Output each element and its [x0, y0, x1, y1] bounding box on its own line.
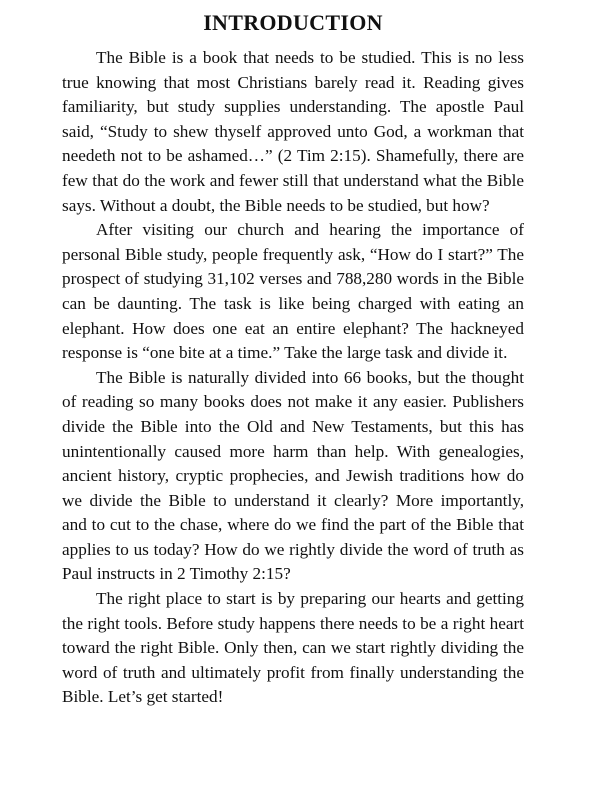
paragraph-4: The right place to start is by preparing our hearts and getting the right tools. Before study happens there needs to be a right heart toward the right Bible. Only then, can we start rightly dividing the word of truth and ultimately profit from finally understanding the Bible. Let’s get started! [62, 589, 524, 707]
page-title: INTRODUCTION [203, 10, 383, 35]
paragraph-3: The Bible is naturally divided into 66 books, but the thought of reading so many books does not make it any easier. Publishers divide the Bible into the Old and New Testaments, but this has unintentionally caused more harm than help. With genealogies, ancient history, cryptic prophecies, and Jewish traditions how do we divide the Bible to understand it clearly? More importantly, and to cut to the chase, where do we find the part of the Bible that applies to us today? How do we rightly divide the word of truth as Paul instructs in 2 Timothy 2:15? [62, 367, 524, 584]
paragraph-1: The Bible is a book that needs to be studied. This is no less true knowing that most Christians barely read it. Reading gives familiarity, but study supplies understanding. The apostle Paul said, “Study to shew thyself approved unto God, a workman that needeth not to be ashamed…” (2 Tim 2:15). Shamefully, there are few that do the work and fewer still that understand what the Bible says. Without a doubt, the Bible needs to be studied, but how? [62, 48, 524, 215]
document-page [62, 8, 524, 710]
paragraph-2: After visiting our church and hearing the importance of personal Bible study, people frequently ask, “How do I start?” The prospect of studying 31,102 verses and 788,280 words in the Bible can be daunting. The task is like being charged with eating an elephant. How does one eat an entire elephant? The hackneyed response is “one bite at a time.” Take the large task and divide it. [62, 220, 524, 363]
